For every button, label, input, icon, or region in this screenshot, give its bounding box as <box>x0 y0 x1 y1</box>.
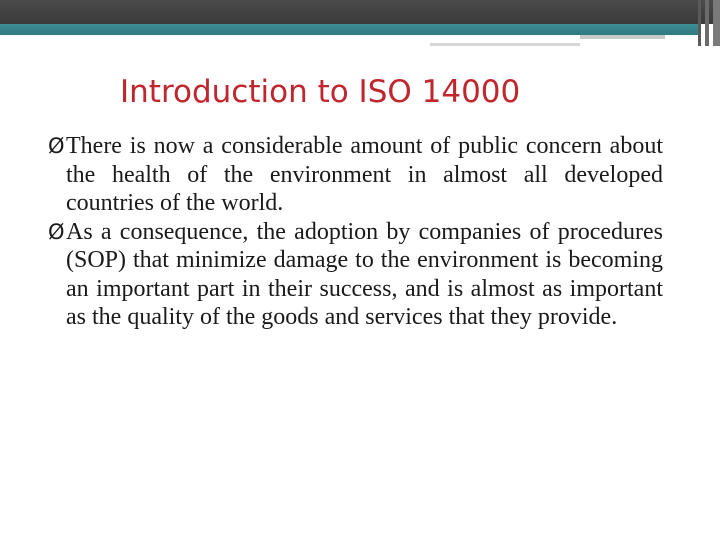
bullet-text-2: As a consequence, the adoption by companies of procedures (SOP) that minimize damage to the environment is becoming an important part in their success, and is almost as important as the quality of the goods and services that they provide. <box>66 218 663 330</box>
bullet-item-1 <box>48 132 663 218</box>
header-accent-stripe-lower <box>430 43 580 46</box>
header-rail-3 <box>713 0 720 46</box>
header-accent-stripe <box>580 35 665 39</box>
bullet-text-1: There is now a considerable amount of public concern about the health of the environment in almost all developed countries of the world. <box>66 133 663 216</box>
header-teal-bar <box>0 24 698 35</box>
arrow-bullet-icon: Ø <box>48 219 65 244</box>
header-rail-1 <box>698 0 701 46</box>
header-dark-bar <box>0 0 720 24</box>
header-rail-2 <box>705 0 709 46</box>
bullet-list <box>48 132 663 332</box>
slide-title: Introduction to ISO 14000 <box>120 74 521 110</box>
arrow-bullet-icon: Ø <box>48 134 65 158</box>
bullet-item-2 <box>48 218 663 332</box>
